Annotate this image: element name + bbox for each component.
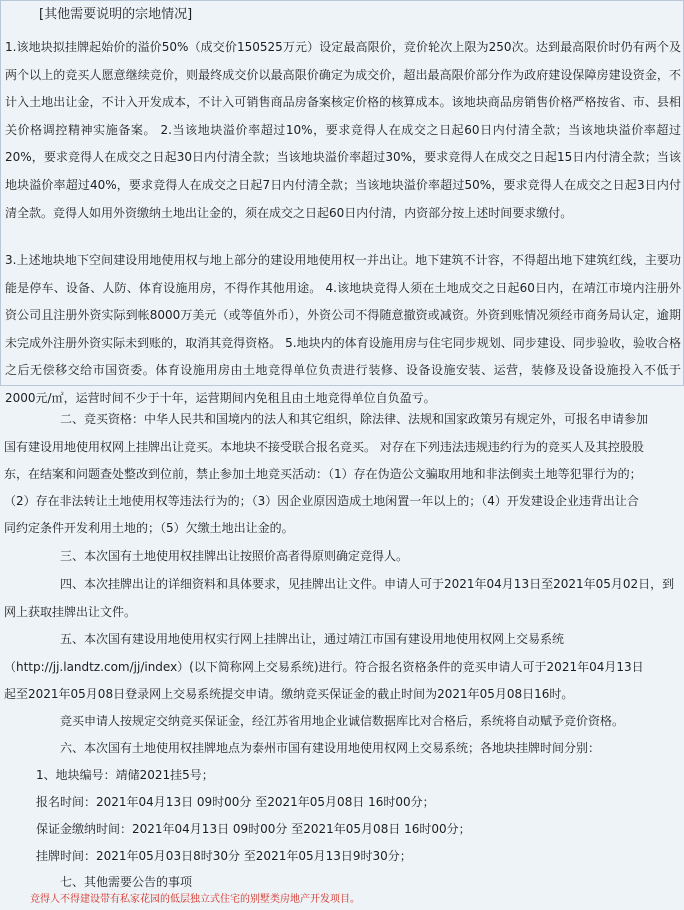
listing-time-line: 挂牌时间：2021年05月03日8时30分 至2021年05月13日9时30分； xyxy=(36,849,412,863)
documents-line-2: 网上获取挂牌出让文件。 xyxy=(4,605,137,619)
documents-line-1: 四、本次挂牌出让的详细资料和具体要求，见挂牌出让文件。申请人可于2021年04月13日至2021年05月02日，到 xyxy=(60,577,675,591)
qualification-line-5: 同约定条件开发利用土地的；（5）欠缴土地出让金的。 xyxy=(4,521,294,535)
deposit-time-line: 保证金缴纳时间：2021年04月13日 09时00分 至2021年05月08日 16时00分； xyxy=(36,822,471,836)
qualification-line-4: （2）存在非法转让土地使用权等违法行为的；（3）因企业原因造成土地闲置一年以上的；（4）开发建设企业违背出让合 xyxy=(4,494,639,508)
notes-paragraph-2: 3.上述地块地下空间建设用地使用权与地上部分的建设用地使用权一并出让。地下建筑不计容，不得超出地下建筑红线，主要功能是停车、设备、人防、体育设施用房，不得作其他用途。 4.该地块竞得人须在土地成交之日起60日内，在靖江市境内注册外资公司且注册外资实际到帐8000万美元（或等值外币），外资公司不得随意撤资或减资。外资到账情况须经市商务局认定，逾期未完成外注册外资实际未到账的，取消其竞得资格。 5.地块内的体育设施用房与住宅同步规划、同步建设、同步验收，验收合格之后无偿移交给市国资委。体育设施用房由土地竞得单位负责进行装修、设备设施安装、运营，装修及设备设施投入不低于2000元/㎡，运营时间不少于十年，运营期间内免租且由土地竞得单位自负盈亏。 xyxy=(5,253,681,405)
location-line: 六、本次国有土地使用权挂牌地点为泰州市国有建设用地使用权网上交易系统；各地块挂牌时间分别： xyxy=(60,741,601,755)
parcel-notes-box xyxy=(0,0,684,405)
section-heading: [其他需要说明的宗地情况] xyxy=(39,7,193,22)
other-matters-heading: 七、其他需要公告的事项 xyxy=(60,875,193,889)
online-auction-line-1: 五、本次国有建设用地使用权实行网上挂牌出让，通过靖江市国有建设用地使用权网上交易系统 xyxy=(60,632,565,646)
notes-paragraph-1: 1.该地块拟挂牌起始价的溢价50%（成交价150525万元）设定最高限价，竞价轮次上限为250次。达到最高限价时仍有两个及两个以上的竞买人愿意继续竞价，则最终成交价以最高限价确定为成交价，超出最高限价部分作为政府建设保障房建设资金，不计入土地出让金，不计入开发成本，不计入可销售商品房备案核定价格的核算成本。该地块商品房销售价格严格按省、市、县相关价格调控精神实施备案。 2.当该地块溢价率超过10%，要求竞得人在成交之日起60日内付清全款；当该地块溢价率超过20%，要求竞得人在成交之日起30日内付清全款；当该地块溢价率超过30%，要求竞得人在成交之日起15日内付清全款；当该地块溢价率超过40%，要求竞得人在成交之日起7日内付清全款；当该地块溢价率超过50%，要求竞得人在成交之日起3日内付清全款。竞得人如用外资缴纳土地出让金的，须在成交之日起60日内付清，内资部分按上述时间要求缴付。 xyxy=(5,40,681,220)
principle-line: 三、本次国有土地使用权挂牌出让按照价高者得原则确定竞得人。 xyxy=(60,549,409,563)
online-auction-line-3: 起至2021年05月08日登录网上交易系统提交申请。缴纳竞买保证金的截止时间为2021年05月08日16时。 xyxy=(4,687,574,701)
parcel-number-line: 1、地块编号：靖储2021挂5号； xyxy=(36,768,214,782)
qualification-line-1: 二、竞买资格：中华人民共和国境内的法人和其它组织，除法律、法规和国家政策另有规定外，可报名申请参加 xyxy=(60,412,649,426)
online-auction-line-2: （http://jj.landtz.com/jj/index）(以下简称网上交易系统)进行。符合报名资格条件的竞买申请人可于2021年04月13日 xyxy=(4,660,644,674)
registration-time-line: 报名时间：2021年04月13日 09时00分 至2021年05月08日 16时00分； xyxy=(36,795,435,809)
qualification-line-2: 国有建设用地使用权网上挂牌出让竞买。本地块不接受联合报名竞买。 对存在下列违法违规违约行为的竞买人及其控股股 xyxy=(4,440,644,454)
deposit-line: 竞买申请人按规定交纳竞买保证金，经江苏省用地企业诚信数据库比对合格后，系统将自动赋予竞价资格。 xyxy=(60,714,625,728)
villa-restriction-note: 竞得人不得建设带有私家花园的低层独立式住宅的别墅类房地产开发项目。 xyxy=(30,894,360,905)
qualification-line-3: 东，在结案和问题查处整改到位前，禁止参加土地竞买活动：（1）存在伪造公文骗取用地和非法倒卖土地等犯罪行为的； xyxy=(4,467,642,481)
